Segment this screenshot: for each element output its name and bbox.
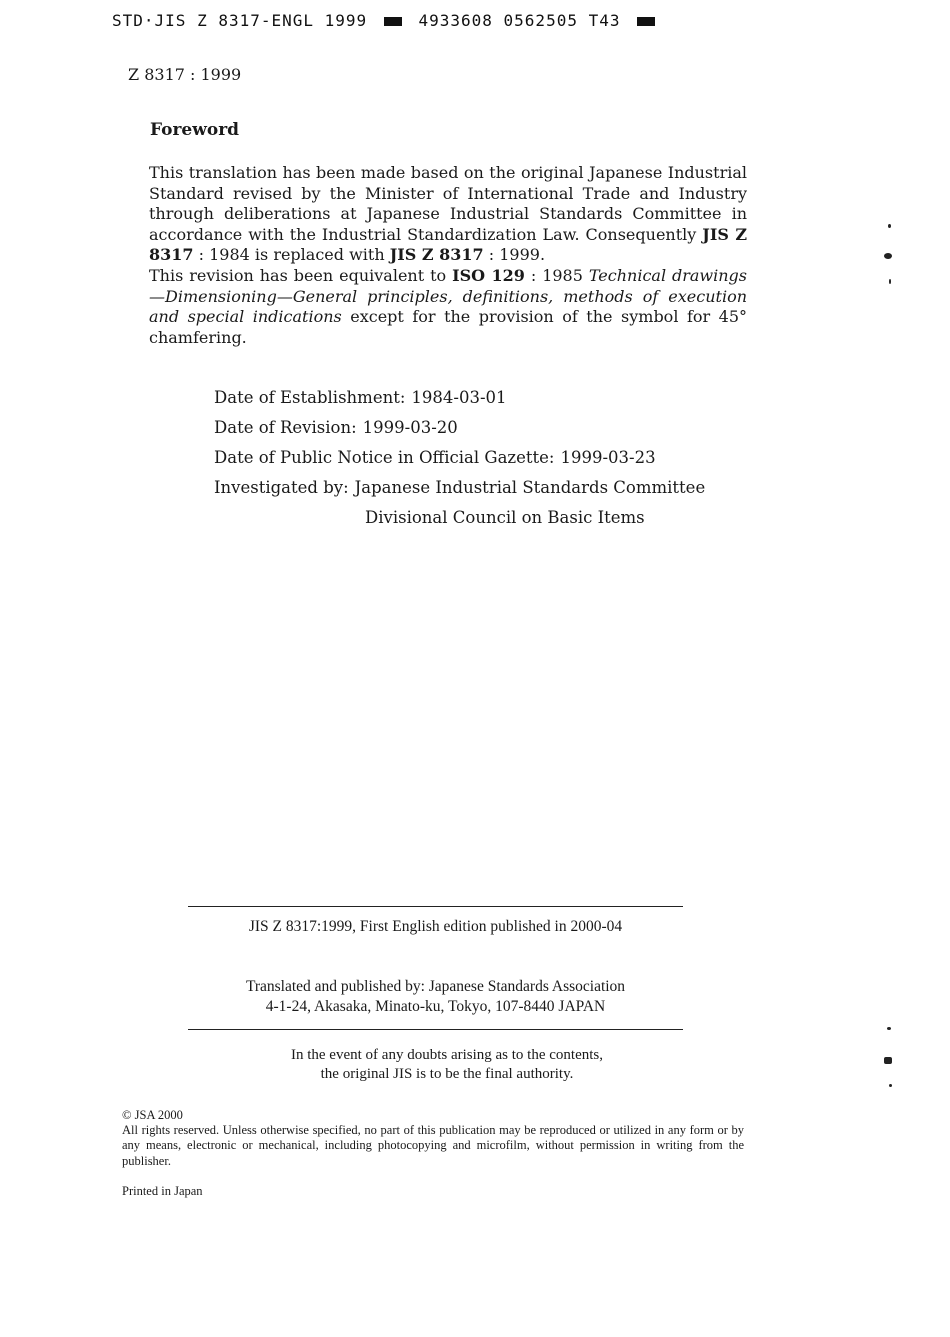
- date-value: 1999-03-20: [362, 418, 458, 437]
- rights-statement: All rights reserved. Unless otherwise specified, no part of this publication may be reproduced or utilized in any form or by any means, electronic or mechanical, including photocopying and microfilm, without permission in writing from the publisher.: [122, 1123, 744, 1168]
- date-label: Date of Revision:: [214, 418, 357, 437]
- foreword-title: Foreword: [150, 120, 240, 140]
- council-name: Divisional Council on Basic Items: [365, 508, 645, 527]
- printed-in: Printed in Japan: [122, 1184, 203, 1198]
- control-strip-right: 4933608 0562505 T43: [418, 11, 621, 30]
- iso-title: Technical drawings—Dimensioning—General principles, definitions, methods of execution and special indications: [149, 265, 748, 327]
- authority-line-1: In the event of any doubts arising as to the contents,: [290, 1047, 603, 1063]
- copyright-block: [122, 1108, 744, 1169]
- iso-ref: ISO 129: [452, 265, 525, 285]
- scan-speck: [888, 224, 891, 228]
- publisher-address: 4-1-24, Akasaka, Minato-ku, Tokyo, 107-8440 JAPAN: [265, 998, 606, 1015]
- authority-line-2: the original JIS is to be the final authority.: [320, 1066, 574, 1082]
- black-bar-mark-end: [637, 17, 655, 26]
- text-run: This translation has been made based on the original Japanese Industrial Standard revised by the Minister of International Trade and Industry through deliberations at Japanese Industrial Standards Committee in accordance with the Industrial Standardization Law. Consequently: [149, 163, 747, 244]
- date-public-notice: [214, 446, 774, 476]
- divider-bottom: [188, 1029, 683, 1030]
- scan-speck: [889, 279, 891, 284]
- investigated-by: [214, 476, 774, 506]
- scan-speck: [884, 253, 892, 259]
- dates-block: [214, 386, 774, 536]
- foreword-paragraph-1: [149, 163, 747, 266]
- std-ref-old: JIS Z 8317: [149, 224, 747, 265]
- black-bar-mark: [384, 17, 402, 26]
- date-establishment: [214, 386, 774, 416]
- text-run: This revision has been equivalent to: [149, 265, 453, 285]
- authority-notice: [188, 1046, 706, 1084]
- scan-speck: [884, 1057, 892, 1064]
- page-identifier: Z 8317 : 1999: [128, 65, 242, 84]
- control-strip-left: STD·JIS Z 8317-ENGL 1999: [112, 11, 368, 30]
- text-run: : 1999.: [483, 245, 546, 265]
- investigated-by-continued: [214, 506, 774, 536]
- foreword-paragraph-2: [149, 266, 747, 348]
- date-value: 1984-03-01: [411, 388, 507, 407]
- text-run: except for the provision of the symbol for 45° chamfering.: [149, 307, 748, 347]
- publisher-line-1: Translated and published by: Japanese Standards Association: [245, 978, 626, 995]
- date-label: Date of Establishment:: [214, 388, 406, 407]
- publisher-block: [188, 977, 683, 1017]
- document-control-strip: [112, 6, 712, 36]
- date-value: 1999-03-23: [560, 448, 656, 467]
- foreword-body: [149, 163, 747, 348]
- divider-top: [188, 906, 683, 907]
- date-revision: [214, 416, 774, 446]
- scan-speck: [889, 1084, 892, 1087]
- edition-line: JIS Z 8317:1999, First English edition published in 2000-04: [248, 918, 623, 935]
- date-label: Investigated by:: [214, 478, 349, 497]
- text-run: : 1984 is replaced with: [193, 245, 390, 265]
- text-run: : 1985: [524, 265, 589, 285]
- scan-speck: [887, 1027, 891, 1030]
- std-ref-new: JIS Z 8317: [389, 245, 484, 265]
- date-label: Date of Public Notice in Official Gazette:: [214, 448, 555, 467]
- copyright-line: © JSA 2000: [122, 1108, 183, 1122]
- committee-name: Japanese Industrial Standards Committee: [354, 478, 706, 497]
